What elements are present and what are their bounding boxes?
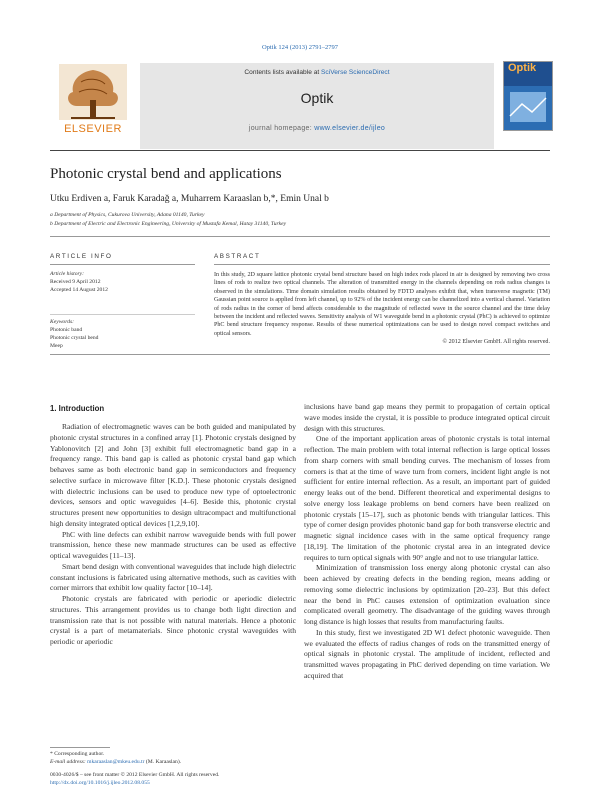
- publisher-wordmark: ELSEVIER: [64, 123, 122, 135]
- header-rule: [50, 150, 550, 151]
- article-info-rule: [50, 264, 195, 265]
- journal-citation[interactable]: Optik 124 (2013) 2791–2797: [261, 44, 338, 51]
- paragraph: inclusions have band gap means they permit to propagation of certain optical wave modes inside the crystal, it is possible to produce integrated optical circuit design with this structures.: [304, 402, 550, 433]
- footnote-rule: [50, 747, 110, 748]
- accepted-date: Accepted 14 August 2012: [50, 287, 108, 293]
- affiliation-b: b Department of Electric and Electronic Engineering, University of Mustafa Kemal, Hatay 31140, Turkey: [50, 221, 287, 227]
- abstract-copyright: © 2012 Elsevier GmbH. All rights reserved.: [442, 339, 550, 345]
- issn-line: 0030-4026/$ – see front matter © 2012 Elsevier GmbH. All rights reserved.: [50, 772, 220, 778]
- section-heading-introduction: 1. Introduction: [50, 404, 105, 413]
- paragraph: Radiation of electromagnetic waves can be both guided and manipulated by photonic crystal structures in a confined array [1]. Photonic crystals designed by Yablonovitch [2] and John [3] exhibit full electromagnetic band gap in a frequency range. This band gap is called as photonic crystal band gap which behaves same as both electronic band gap in semiconductors and frequency selective surface in microwave filter [K.D.]. These photonic crystals designed with dielectric inclusions can be used to produce new type of optoelectronic devices, sensors and optic waveguides [4–6]. Beside this, photonic crystal structures present new opportunities to design ultracompact and multifunctional high density integrated optical devices [1,2,9,10].: [50, 422, 296, 528]
- paragraph: One of the important application areas of photonic crystals is total internal reflection. The main problem with total internal reflection is large optical losses from sharp corners with small bending curves. The mechanism of losses from corners is that at the time of wave turn from corners, incident light angle is not sufficient for entire internal reflection. As a result, an important part of guided energy leaks out of the bend. Different theoretical and experimental designs to solve energy loss leakage problems on bend corners have been realized on photonic crystals [15–17], such as photonic bends with triangular lattices. This type of corner design provides photonic band gap for both transverse electric and magnetic signal incidence cases with in the same optical frequency range [18,19]. The limitation of the photonic crystal area in an integrated device requires to turn optical signals with 90° angle and not to use triangular lattice.: [304, 434, 550, 562]
- email-link[interactable]: mkaraaslan@mkeu.edu.tr: [87, 759, 145, 765]
- affiliation-a: a Department of Physics, Cukurova University, Adana 01140, Turkey: [50, 212, 205, 218]
- cover-title: Optik: [508, 62, 537, 74]
- paragraph: In this study, first we investigated 2D W1 defect photonic waveguide. Then we evaluated the effects of radius changes of rods on the transmitted energy of optical signals in photonic crystal. The amplitude of incident, reflected and transmitted waves propagating in PhC derived depending on time variation. We acquired that: [304, 627, 550, 680]
- doi-link[interactable]: http://dx.doi.org/10.1016/j.ijleo.2012.08.055: [50, 780, 150, 786]
- keywords-label: Keywords:: [50, 319, 75, 325]
- article-info-heading: ARTICLE INFO: [50, 253, 113, 260]
- sciencedirect-link[interactable]: SciVerse ScienceDirect: [321, 69, 390, 76]
- paragraph: PhC with line defects can exhibit narrow waveguide bends with full power transmission, hence these new manmade structures can be used as effective optical waveguides [11–13].: [50, 529, 296, 560]
- body-column-left: [50, 422, 296, 648]
- abstract-bottom-rule: [50, 354, 550, 355]
- abstract-rule: [214, 264, 550, 265]
- article-title: Photonic crystal bend and applications: [50, 166, 282, 182]
- email-note: [50, 758, 181, 766]
- article-authors: Utku Erdiven a, Faruk Karadağ a, Muharrem Karaaslan b,*, Emin Unal b: [50, 194, 329, 204]
- paragraph: Smart bend design with conventional waveguides that include high dielectric constant inclusions is fabricated using alternative methods, such as cavities with corner mirrors that exhibit low quality factor [10–14].: [50, 561, 296, 593]
- journal-cover-image: [503, 61, 553, 131]
- homepage-link[interactable]: www.elsevier.de/ijleo: [314, 125, 386, 132]
- journal-homepage: [140, 125, 494, 132]
- abstract-text: In this study, 2D square lattice photonic crystal bend structure based on high index rods placed in air is designed by removing two cross lines of rods to realize two optical channels. The alteration of transmitted energy in the channels depending on rods radius changes is observed in the simulations. Time domain simulation results obtained by FDTD analyses exhibit that, when transverse magnetic (TM) Gaussian point source is applied from left channel, up to 92% of the incident energy can be channelized into a vertical channel. Variation of rods radius in the corner of bend affects considerable to the magnitude of reflected wave in the source channel and the time delay between the incident and reflected waves. Sensitivity analysis of W1 waveguide bend in a photonic crystal (PhC) is achieved to optimize PhC bend structure frequency response. Results of these numerical optimizations can be used to design novel compact switches and optical sensors.: [214, 272, 550, 337]
- cover-art-icon: [504, 86, 552, 130]
- keyword-item: Meep: [50, 343, 63, 349]
- abstract-heading: ABSTRACT: [214, 253, 261, 260]
- history-label: Article history:: [50, 271, 85, 277]
- received-date: Received 9 April 2012: [50, 279, 101, 285]
- doi-line[interactable]: [50, 779, 150, 787]
- keyword-item: Photonic crystal bend: [50, 335, 99, 341]
- keywords-rule: [50, 314, 195, 315]
- email-suffix: (M. Karaaslan).: [144, 759, 182, 765]
- body-column-right: [304, 402, 550, 682]
- contents-line: [140, 69, 494, 76]
- email-label: E-mail address:: [50, 759, 88, 765]
- paragraph: Photonic crystals are fabricated with periodic or aperiodic dielectric structures. This arrangement provides us to change both light direction and transmission rate that is not possible with natural materials. Hence a photonic crystal is a part of metamaterials. Since photonic crystal waveguides with periodic or aperiodic: [50, 594, 296, 646]
- keyword-item: Photonic band: [50, 327, 83, 333]
- elsevier-tree-icon: [51, 62, 135, 122]
- journal-name: Optik: [300, 90, 334, 106]
- contents-prefix: Contents lists available at: [244, 69, 322, 76]
- homepage-prefix: journal homepage:: [248, 125, 315, 132]
- elsevier-logo: [51, 62, 135, 148]
- paragraph: Minimization of transmission loss energy along photonic crystal can also been achieved by creating defects in the bending region, means adding or removing some dielectric inclusions by optimization [20–23]. But this defect near the bend in PhC causes extension of optimization evaluation since complicated overall geometry. The disadvantage of the guiding waves through long distance is high losses that results from manufacturing faults.: [304, 563, 550, 626]
- affiliation-rule: [50, 236, 550, 237]
- corresponding-author-note: * Corresponding author.: [50, 751, 105, 757]
